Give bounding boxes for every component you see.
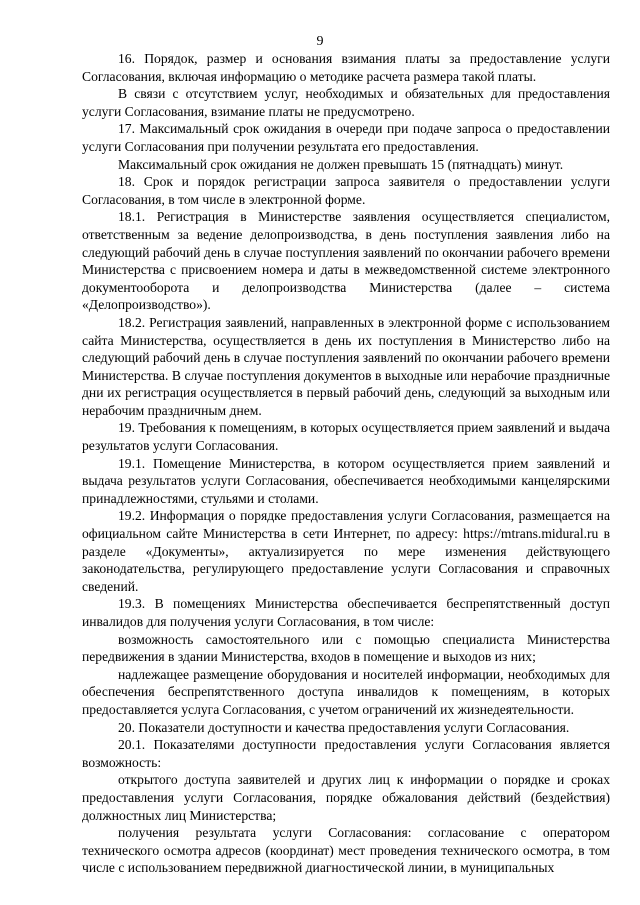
document-body	[82, 50, 610, 877]
paragraph-17: 17. Максимальный срок ожидания в очереди при подаче запроса о предоставлении услуги Согласования при получении результата его предоставления.	[82, 121, 610, 154]
paragraph-18-2: 18.2. Регистрация заявлений, направленных в электронной форме с использованием сайта Министерства, осуществляется в день их поступления в Министерство либо на следующий рабочий день в случае поступления заявлений по окончании рабочего времени Министерства. В случае поступления документов в выходные или нерабочие праздничные дни их регистрация осуществляется в первый рабочий день, следующий за выходным или нерабочим праздничным днем.	[82, 314, 610, 418]
paragraph-18: 18. Срок и порядок регистрации запроса заявителя о предоставлении услуги Согласования, в том числе в электронной форме.	[82, 174, 610, 207]
paragraph-19-3-item-1: возможность самостоятельного или с помощью специалиста Министерства передвижения в здании Министерства, входов в помещение и выходов из них;	[82, 631, 610, 665]
paragraph-20-1-item-2: получения результата услуги Согласования: согласование с оператором технического осмотра адресов (координат) мест проведения технического осмотра, в том числе с использованием передвижной диагностической линии, в муниципальных	[82, 825, 610, 876]
paragraph-20-1: 20.1. Показателями доступности предоставления услуги Согласования является возможность:	[82, 737, 610, 770]
paragraph-20-1-item-1: открытого доступа заявителей и других лиц к информации о порядке и сроках предоставления услуги Согласования, порядке обжалования действий (бездействия) должностных лиц Министерства;	[82, 772, 610, 823]
page-number: 9	[316, 34, 324, 49]
paragraph-16-text: В связи с отсутствием услуг, необходимых и обязательных для предоставления услуги Согласования, взимание платы не предусмотрено.	[82, 86, 610, 119]
paragraph-19: 19. Требования к помещениям, в которых осуществляется прием заявлений и выдача результатов услуги Согласования.	[82, 420, 610, 454]
paragraph-19-3-item-2: надлежащее размещение оборудования и носителей информации, необходимых для обеспечения беспрепятственного доступа инвалидов к помещениям, в которых предоставляется услуга Согласования, с учетом ограничений их жизнедеятельности.	[82, 666, 610, 717]
paragraph-16: 16. Порядок, размер и основания взимания платы за предоставление услуги Согласования, включая информацию о методике расчета размера такой платы.	[82, 51, 610, 84]
paragraph-20: 20. Показатели доступности и качества предоставления услуги Согласования.	[118, 719, 570, 735]
paragraph-19-1: 19.1. Помещение Министерства, в котором осуществляется прием заявлений и выдача результатов услуги Согласования, обеспечивается необходимыми канцелярскими принадлежностями, стульями и столами.	[82, 455, 610, 506]
paragraph-18-1: 18.1. Регистрация в Министерстве заявления осуществляется специалистом, ответственным за ведение делопроизводства, в день поступления заявления либо на следующий рабочий день в случае поступления заявлений по окончании рабочего времени Министерства с присвоением номера и даты в межведомственной системе электронного документооборота и делопроизводства Министерства (далее – система «Делопроизводство»).	[82, 209, 610, 313]
paragraph-19-2: 19.2. Информация о порядке предоставления услуги Согласования, размещается на официальном сайте Министерства в сети Интернет, по адресу: https://mtrans.midural.ru в разделе «Документы», актуализируется по мере изменения действующего законодательства, регулирующего предоставление услуги Согласования и справочных сведений.	[82, 508, 610, 594]
paragraph-19-3: 19.3. В помещениях Министерства обеспечивается беспрепятственный доступ инвалидов для получения услуги Согласования, в том числе:	[82, 596, 610, 629]
paragraph-17-text: Максимальный срок ожидания не должен превышать 15 (пятнадцать) минут.	[118, 156, 564, 172]
